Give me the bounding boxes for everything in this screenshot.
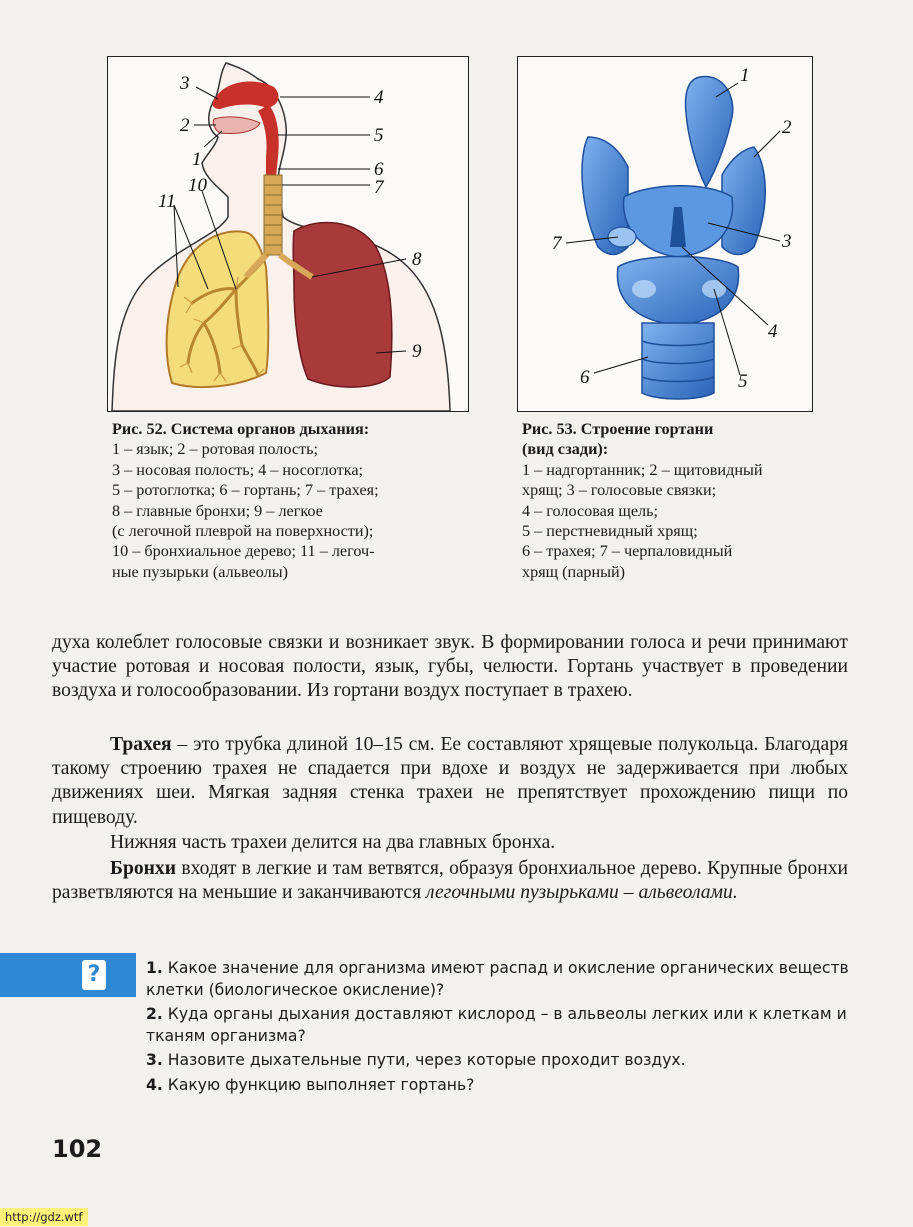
fig53-label-7: 7 (552, 233, 562, 254)
caption-52-line: 10 – бронхиальное дерево; 11 – легоч- (112, 542, 375, 561)
caption-53-line: 6 – трахея; 7 – черпаловидный (522, 542, 733, 561)
question-text: Какую функцию выполняет гортань? (167, 1075, 475, 1094)
questions-marker-bar (0, 953, 136, 997)
fig52-label-8: 8 (412, 249, 422, 270)
larynx-trachea (642, 323, 714, 399)
fig52-label-7: 7 (374, 177, 384, 198)
paragraph-bronchi (52, 857, 848, 905)
paragraph-trachea (52, 733, 848, 830)
question-icon: ? (82, 960, 106, 990)
review-questions (146, 958, 858, 1099)
page-number: 102 (52, 1135, 103, 1163)
respiratory-system-illustration (108, 57, 468, 411)
larynx-illustration (518, 57, 812, 411)
question-number: 2. (146, 1005, 163, 1023)
caption-52-title: Рис. 52. Система органов дыхания: (112, 420, 370, 438)
paragraph-trachea-division: Нижняя часть трахеи делится на два главных бронха. (110, 832, 556, 853)
question-number: 3. (146, 1051, 163, 1069)
fig52-label-5: 5 (374, 125, 384, 146)
fig52-label-2: 2 (180, 115, 190, 136)
fig52-label-9: 9 (412, 341, 422, 362)
fig53-label-6: 6 (580, 367, 590, 388)
caption-53-subtitle: (вид сзади): (522, 440, 609, 459)
fig53-label-3: 3 (782, 231, 792, 252)
question-item (146, 958, 858, 1001)
caption-53-title: Рис. 53. Строение гортани (522, 420, 714, 438)
paragraph-bronchi-text: входят в легкие и там ветвятся, образуя бронхиальное дерево. Крупные бронхи разветвляются на меньшие и заканчиваются (52, 858, 848, 904)
term-alveoli: легочными пузырьками – альвеолами. (426, 882, 738, 904)
caption-52-line: 5 – ротоглотка; 6 – гортань; 7 – трахея; (112, 481, 379, 500)
paragraph-voice: духа колеблет голосовые связки и возникает звук. В формировании голоса и речи принимают участие ротовая и носовая полости, язык, губы, челюсти. Гортань участвует в проведении воздуха и голосообразовании. Из гортани воздух поступает в трахею. (52, 632, 848, 702)
caption-52-line: ные пузырьки (альвеолы) (112, 562, 288, 581)
arytenoid-cartilage (608, 227, 636, 247)
fig52-label-3: 3 (180, 73, 190, 94)
caption-figure-53 (522, 419, 822, 582)
caption-53-line: 1 – надгортанник; 2 – щитовидный (522, 460, 763, 479)
fig53-label-2: 2 (782, 117, 792, 138)
caption-52-line: (с легочной плеврой на поверхности); (112, 522, 374, 541)
question-number: 4. (146, 1075, 163, 1094)
source-watermark[interactable]: http://gdz.wtf (0, 1208, 88, 1226)
question-item (146, 1075, 858, 1097)
caption-53-line: 5 – перстневидный хрящ; (522, 522, 698, 541)
caption-52-line: 1 – язык; 2 – ротовая полость; (112, 440, 318, 459)
term-bronchi: Бронхи (110, 858, 177, 879)
fig52-label-11: 11 (158, 191, 176, 212)
cricoid-highlight-left (632, 280, 656, 298)
fig52-label-4: 4 (374, 87, 384, 108)
term-trachea: Трахея (110, 734, 172, 755)
question-text: Какое значение для организма имеют распад и окисление органических веществ клетки (биологическое окисление)? (146, 959, 849, 999)
fig52-label-1: 1 (192, 149, 202, 170)
question-item (146, 1004, 858, 1047)
fig53-label-4: 4 (768, 321, 778, 342)
figure-52-respiratory-system (107, 56, 469, 412)
caption-53-line: хрящ; 3 – голосовые связки; (522, 481, 717, 500)
caption-52-line: 8 – главные бронхи; 9 – легкое (112, 501, 323, 520)
question-item (146, 1050, 858, 1072)
caption-53-line: хрящ (парный) (522, 562, 626, 581)
caption-figure-52 (112, 419, 492, 582)
question-number: 1. (146, 959, 163, 977)
fig53-label-1: 1 (740, 65, 750, 86)
fig52-label-10: 10 (188, 175, 207, 196)
fig52-label-6: 6 (374, 159, 384, 180)
caption-53-line: 4 – голосовая щель; (522, 501, 658, 520)
question-text: Назовите дыхательные пути, через которые проходит воздух. (167, 1051, 686, 1069)
paragraph-trachea-text: – это трубка длиной 10–15 см. Ее составляют хрящевые полукольца. Благодаря такому строению трахея не спадается при вдохе и воздух не задерживается при любых движениях шеи. Мягкая задняя стенка трахеи не препятствует прохождению пищи по пищеводу. (52, 734, 848, 828)
question-text: Куда органы дыхания доставляют кислород – в альвеолы легких или к клеткам и тканям организма? (146, 1005, 847, 1045)
figure-53-larynx-structure (517, 56, 813, 412)
fig53-label-5: 5 (738, 371, 748, 392)
caption-52-line: 3 – носовая полость; 4 – носоглотка; (112, 460, 364, 479)
